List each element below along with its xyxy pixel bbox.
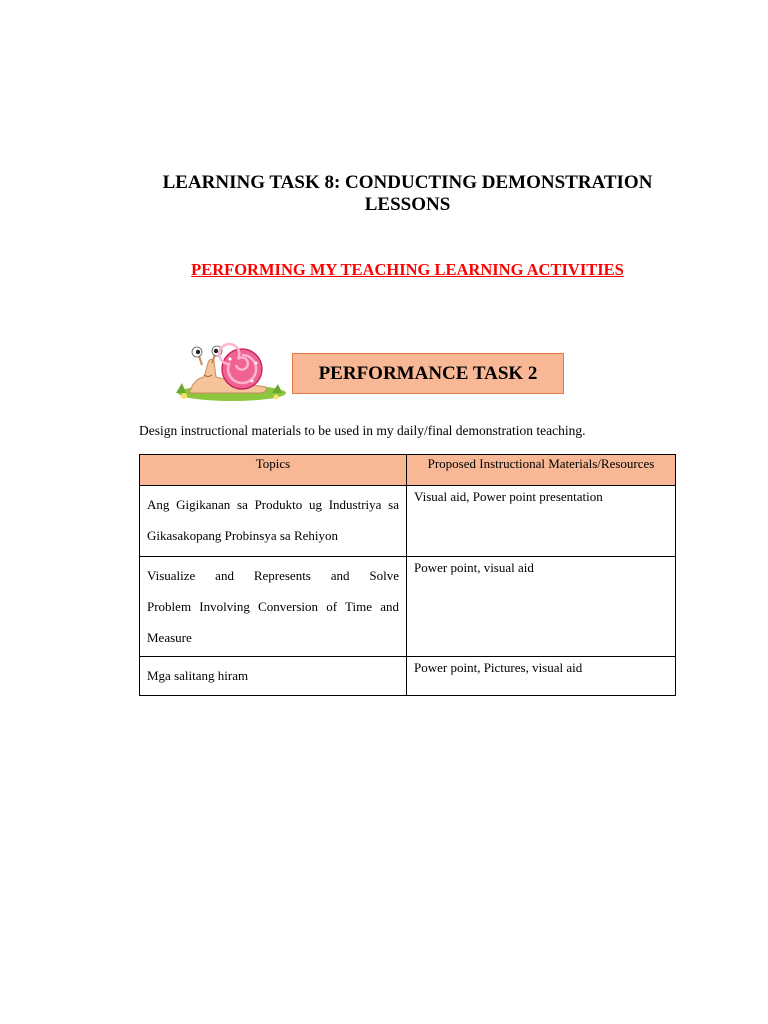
resources-cell: Visual aid, Power point presentation (407, 486, 676, 557)
table-row (140, 657, 676, 696)
table-header-row (140, 455, 676, 486)
header-topics: Topics (140, 455, 407, 486)
topic-cell (140, 657, 407, 696)
topic-line: Problem Involving Conversion of Time and (147, 599, 399, 614)
topic-cell (140, 557, 407, 657)
instruction-text: Design instructional materials to be used in my daily/final demonstration teaching. (139, 423, 586, 438)
performance-task-label: PERFORMANCE TASK 2 (292, 353, 564, 394)
topic-cell (140, 486, 407, 557)
title-line-1: LEARNING TASK 8: CONDUCTING DEMONSTRATION (162, 172, 653, 193)
materials-table (139, 454, 676, 696)
resources-cell: Power point, Pictures, visual aid (407, 657, 676, 696)
topic-line: Ang Gigikanan sa Produkto ug Industriya sa (147, 497, 399, 512)
topic-line: Mga salitang hiram (147, 668, 249, 683)
resources-cell: Power point, visual aid (407, 557, 676, 657)
topic-line: Visualize and Represents and Solve (147, 568, 399, 583)
topic-line: Measure (147, 630, 192, 645)
title-line-2: LESSONS (364, 194, 451, 215)
header-resources: Proposed Instructional Materials/Resources (407, 455, 676, 486)
page-subtitle: PERFORMING MY TEACHING LEARNING ACTIVITIES (191, 260, 624, 279)
topic-line: Gikasakopang Probinsya sa Rehiyon (147, 528, 339, 543)
snail-icon (168, 343, 288, 403)
table-row (140, 557, 676, 657)
page-title (130, 172, 685, 216)
table-row (140, 486, 676, 557)
